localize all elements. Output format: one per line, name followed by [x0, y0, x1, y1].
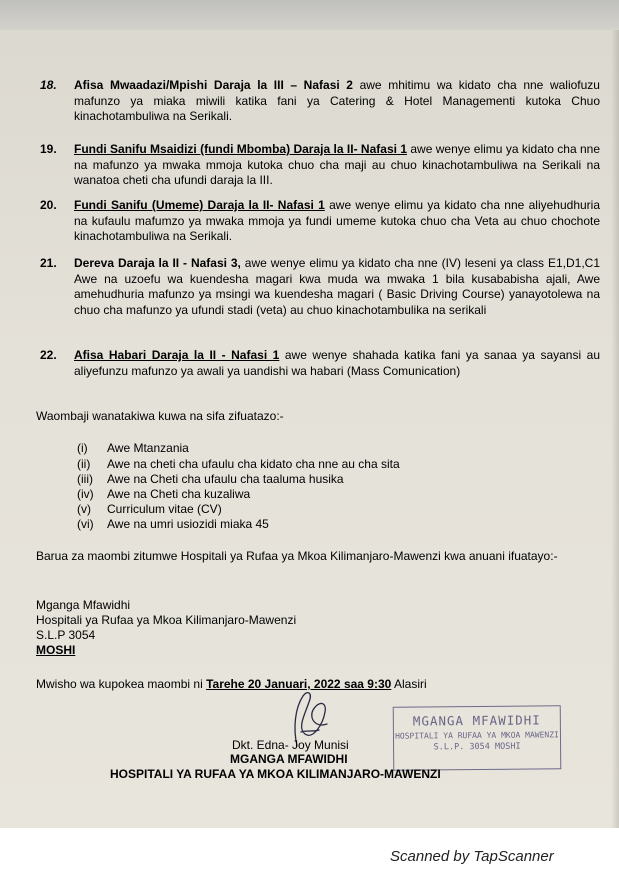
- requirement-item: [77, 472, 344, 486]
- address-city: MOSHI: [36, 643, 76, 657]
- official-stamp: [393, 705, 562, 770]
- stamp-line: HOSPITALI YA RUFAA YA MKOA MAWENZI: [395, 730, 559, 741]
- address-line: Hospitali ya Rufaa ya Mkoa Kilimanjaro-Mawenzi: [36, 613, 297, 627]
- item-body: [74, 348, 600, 379]
- signatory-organization: HOSPITALI YA RUFAA YA MKOA KILIMANJARO-MAWENZI: [110, 767, 441, 781]
- deadline-date: Tarehe 20 Januari, 2022 saa 9:30: [206, 677, 392, 691]
- address-line: S.L.P 3054: [36, 628, 96, 642]
- item-text: awe wenye elimu ya kidato cha nne aliyehudhuria na kufaulu mafumzo ya mwaka mmoja ya fundi umeme kutoka chuo cha Veta au chuo chochote kinachotambuliwa na Serikali.: [74, 198, 601, 243]
- deadline-line: [36, 677, 427, 692]
- requirement-text: Awe na umri usiozidi miaka 45: [107, 517, 269, 531]
- job-item-22: [40, 348, 600, 379]
- job-item-19: [40, 142, 600, 189]
- signatory-name: Dkt. Edna- Joy Munisi: [232, 738, 349, 752]
- item-text: awe wenye elimu ya kidato cha nne (IV) leseni ya class E1,D1,C1 Awe na uzoefu wa kuendesha magari kwa muda wa mwaka 1 bila kusababisha ajali, Awe amehudhuria mafunzo ya msingi wa kuendesha magari ( Basic Driving Course) yanayotolewa na chuo cha mafunzo ya ufundi stadi (veta) au chuo kinachotambulika na serikali: [74, 256, 600, 317]
- item-number: 21.: [40, 256, 57, 270]
- requirement-number: (ii): [77, 457, 91, 471]
- requirements-intro: Waombaji wanatakiwa kuwa na sifa zifuatazo:-: [36, 409, 284, 423]
- stamp-line: S.L.P. 3054 MOSHI: [433, 741, 521, 753]
- requirement-item: [77, 457, 400, 471]
- requirement-item: [77, 487, 250, 501]
- requirement-text: Awe Mtanzania: [107, 441, 189, 455]
- item-title: Afisa Mwaadazi/Mpishi Daraja la III – Nafasi 2: [74, 78, 353, 92]
- requirement-text: Awe na Cheti cha kuzaliwa: [107, 487, 251, 501]
- scanner-background: [0, 0, 619, 30]
- item-title: Fundi Sanifu Msaidizi (fundi Mbomba) Daraja la II- Nafasi 1: [74, 142, 407, 156]
- stamp-line: MGANGA MFAWIDHI: [412, 712, 541, 729]
- job-item-21: [40, 256, 600, 318]
- item-number: 22.: [40, 348, 57, 362]
- requirement-text: Awe na cheti cha ufaulu cha kidato cha nne au cha sita: [107, 457, 400, 471]
- address-line: Mganga Mfawidhi: [36, 598, 131, 612]
- requirement-number: (iv): [77, 487, 94, 501]
- item-text: awe mhitimu wa kidato cha nne waliofuzu mafunzo ya miaka miwili katika fani ya Catering & Hotel Managementi kutoka Chuo kinachotambuliwa na Serikali.: [74, 78, 600, 123]
- requirement-number: (i): [77, 441, 88, 455]
- job-item-20: [40, 198, 600, 245]
- requirement-text: Curriculum vitae (CV): [107, 502, 222, 516]
- requirement-item: [77, 502, 222, 516]
- item-number: 18.: [40, 78, 57, 92]
- address-intro: Barua za maombi zitumwe Hospitali ya Rufaa ya Mkoa Kilimanjaro-Mawenzi kwa anuani ifuatayo:-: [36, 549, 558, 563]
- item-title: Fundi Sanifu (Umeme) Daraja la II- Nafasi 1: [74, 198, 325, 212]
- item-title: Afisa Habari Daraja la II - Nafasi 1: [74, 348, 280, 362]
- page-edge-shadow: [611, 30, 619, 828]
- item-number: 19.: [40, 142, 57, 156]
- requirement-item: [77, 517, 269, 531]
- requirement-number: (vi): [77, 517, 94, 531]
- job-item-18: [40, 78, 600, 125]
- item-number: 20.: [40, 198, 57, 212]
- deadline-prefix: Mwisho wa kupokea maombi ni: [36, 677, 207, 691]
- deadline-suffix: Alasiri: [391, 677, 427, 691]
- requirement-number: (v): [77, 502, 91, 516]
- item-body: [74, 78, 600, 125]
- item-title: Dereva Daraja la II - Nafasi 3,: [74, 256, 241, 270]
- item-text: awe wenye shahada katika fani ya sanaa ya sayansi au aliyefunzu mafunzo ya awali ya uandishi wa habari (Mass Comunication): [74, 348, 600, 378]
- requirement-item: [77, 441, 189, 455]
- scanner-watermark: Scanned by TapScanner: [390, 848, 554, 865]
- item-body: [74, 142, 600, 189]
- item-body: [74, 256, 600, 318]
- requirement-text: Awe na Cheti cha ufaulu cha taaluma husika: [107, 472, 344, 486]
- item-text: awe wenye elimu ya kidato cha nne na mafunzo ya mwaka mmoja kutoka chuo cha maji au chuo kinachotambuliwa na Serikali na wanatoa cheti cha ufundi daraja la III.: [74, 142, 601, 187]
- item-body: [74, 198, 600, 245]
- signatory-role: MGANGA MFAWIDHI: [230, 752, 348, 766]
- requirement-number: (iii): [77, 472, 93, 486]
